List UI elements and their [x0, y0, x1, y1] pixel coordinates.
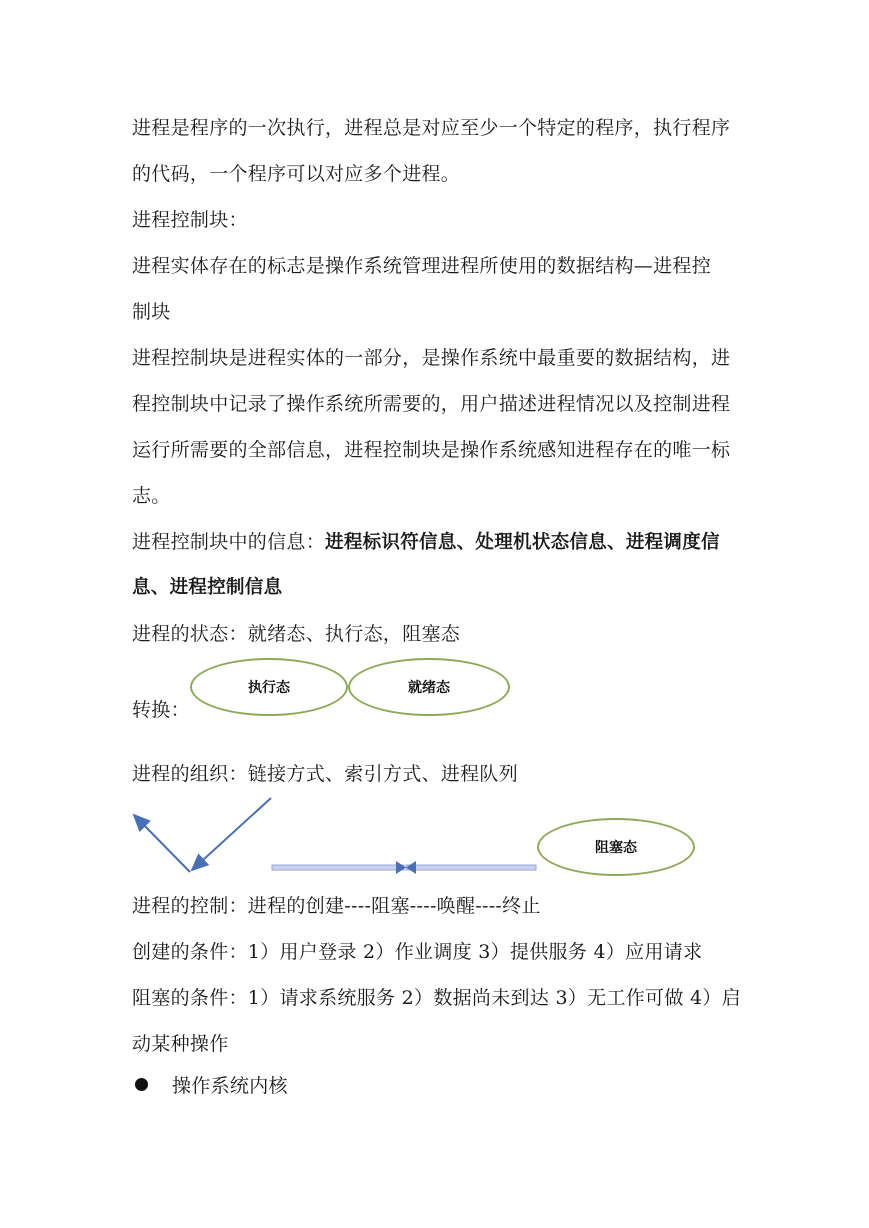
pcb-info-prefix: 进程控制块中的信息： — [132, 531, 326, 553]
paragraph-pcb-definition-cont: 制块 — [132, 301, 171, 323]
transition-label: 转换： — [132, 699, 190, 721]
paragraph-process-organization: 进程的组织：链接方式、索引方式、进程队列 — [132, 763, 519, 785]
connector-right — [406, 865, 536, 870]
arrow-down-left — [192, 798, 271, 870]
paragraph-pcb-role-3: 运行所需要的全部信息，进程控制块是操作系统感知进程存在的唯一标 — [132, 439, 731, 461]
heading-pcb: 进程控制块： — [132, 209, 248, 231]
paragraph-process-states: 进程的状态：就绪态、执行态，阻塞态 — [132, 623, 461, 645]
paragraph-pcb-role: 进程控制块是进程实体的一部分，是操作系统中最重要的数据结构，进 — [132, 347, 731, 369]
arrow-to-left — [134, 815, 190, 872]
state-blocked-label: 阻塞态 — [595, 840, 637, 856]
paragraph-process-definition: 进程是程序的一次执行，进程总是对应至少一个特定的程序，执行程序 — [132, 117, 731, 139]
paragraph-process-control: 进程的控制：进程的创建----阻塞----唤醒----终止 — [132, 895, 541, 917]
connector-left — [272, 865, 404, 870]
paragraph-blocking-conditions-cont: 动某种操作 — [132, 1033, 229, 1055]
state-running-label: 执行态 — [248, 680, 290, 696]
arrow-right-head — [396, 861, 406, 874]
state-ready-label: 就绪态 — [408, 680, 450, 696]
paragraph-blocking-conditions: 阻塞的条件：1）请求系统服务 2）数据尚未到达 3）无工作可做 4）启 — [132, 987, 741, 1009]
paragraph-creation-conditions: 创建的条件：1）用户登录 2）作业调度 3）提供服务 4）应用请求 — [132, 941, 703, 963]
state-blocked-ellipse — [537, 818, 695, 876]
pcb-info-bold-cont: 息、进程控制信息 — [132, 577, 283, 598]
pcb-info-bold: 进程标识符信息、处理机状态信息、进程调度信 — [325, 532, 720, 553]
paragraph-pcb-role-4: 志。 — [132, 485, 171, 507]
bullet-item-kernel: 操作系统内核 — [172, 1075, 288, 1097]
arrow-left-head — [406, 861, 416, 874]
paragraph-pcb-role-2: 程控制块中记录了操作系统所需要的，用户描述进程情况以及控制进程 — [132, 393, 731, 415]
paragraph-pcb-definition: 进程实体存在的标志是操作系统管理进程所使用的数据结构—进程控 — [132, 255, 712, 277]
paragraph-process-definition-cont: 的代码，一个程序可以对应多个进程。 — [132, 163, 461, 185]
bullet-icon — [135, 1078, 148, 1091]
